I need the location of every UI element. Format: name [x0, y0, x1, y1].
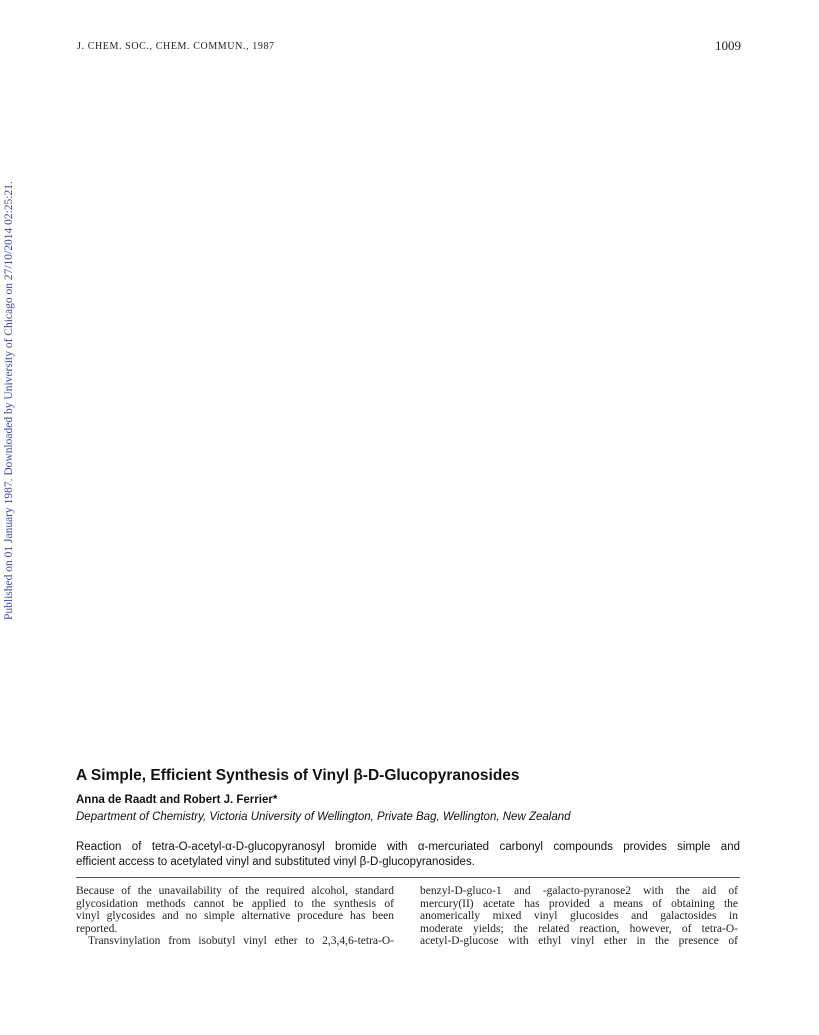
article-title: A Simple, Efficient Synthesis of Vinyl β-D-Glucopyranosides: [76, 767, 520, 784]
running-head: J. CHEM. SOC., CHEM. COMMUN., 1987: [77, 41, 275, 52]
body-line: moderate yields; the related reaction, however, of tetra-O-: [420, 922, 738, 935]
body-line: anomerically mixed vinyl glucosides and galactosides in: [420, 910, 738, 922]
download-watermark[interactable]: Published on 01 January 1987. Downloaded by University of Chicago on 27/10/2014 02:25:21.: [3, 181, 15, 620]
page-number: 1009: [715, 38, 741, 53]
author-affiliation: Department of Chemistry, Victoria University of Wellington, Private Bag, Wellington, New Zealand: [76, 811, 571, 823]
body-line: mercury(II) acetate has provided a means of obtaining the: [420, 897, 738, 910]
body-line: Because of the unavailability of the required alcohol, standard: [76, 885, 394, 897]
body-column-right: [420, 885, 738, 948]
abstract: [76, 840, 740, 870]
body-line: acetyl-D-glucose with ethyl vinyl ether in the presence of: [420, 935, 738, 947]
body-column-left: [76, 885, 394, 948]
body-line: glycosidation methods cannot be applied to the synthesis of: [76, 897, 394, 910]
body-line: reported.: [76, 922, 118, 935]
abstract-line: efficient access to acetylated vinyl and substituted vinyl β-D-glucopyranosides.: [76, 856, 475, 868]
abstract-line: Reaction of tetra-O-acetyl-α-D-glucopyranosyl bromide with α-mercuriated carbonyl compounds provides simple and: [76, 841, 740, 853]
abstract-divider: [76, 877, 740, 878]
body-line: vinyl glycosides and no simple alternative procedure has been: [76, 910, 394, 922]
article-authors: Anna de Raadt and Robert J. Ferrier*: [76, 794, 278, 806]
body-line: benzyl-D-gluco-1 and -galacto-pyranose2 with the aid of: [420, 885, 738, 897]
body-line: Transvinylation from isobutyl vinyl ether to 2,3,4,6-tetra-O-: [88, 935, 394, 947]
